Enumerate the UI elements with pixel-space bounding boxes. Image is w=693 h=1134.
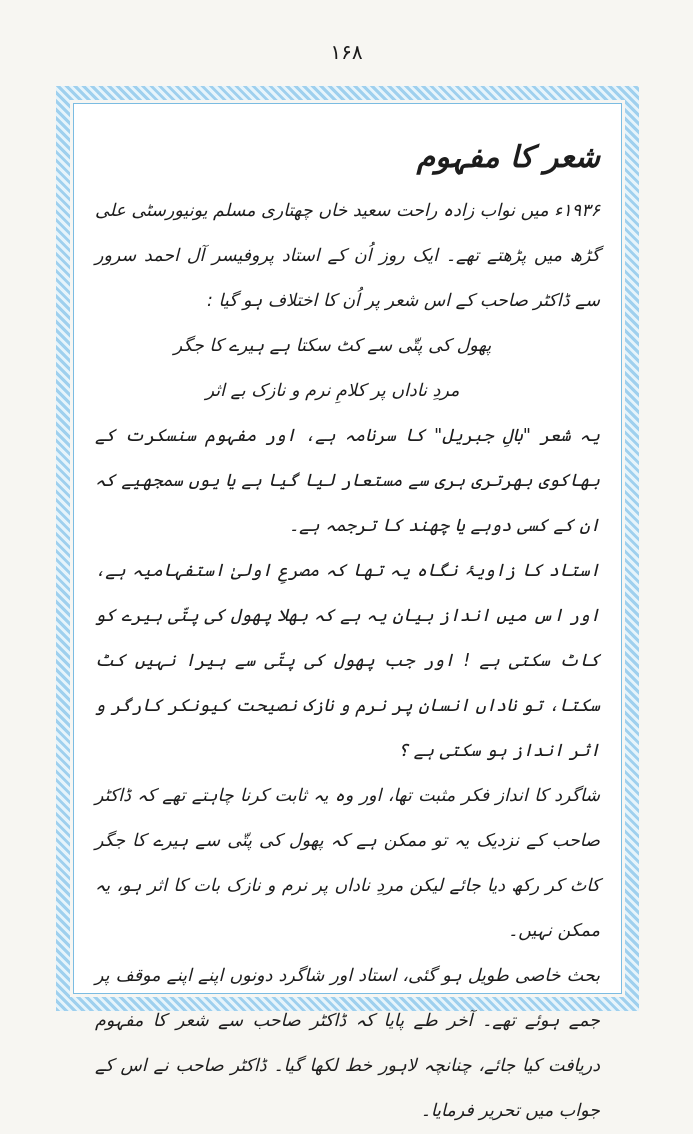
body-paragraph-4: بحث خاصی طویل ہو گئی، استاد اور شاگرد دونوں اپنے اپنے موقف پر جمے ہوئے تھے۔ آخر طے پایا کہ ڈاکٹر صاحب سے شعر کا مفہوم دریافت کیا جائے، چنانچہ لاہور خط لکھا گیا۔ ڈاکٹر صاحب نے اس کے جواب میں تحریر فرمایا۔ [95, 966, 600, 1121]
body-paragraph-3: شاگرد کا انداز فکر مثبت تھا، اور وہ یہ ثابت کرنا چاہتے تھے کہ ڈاکٹر صاحب کے نزدیک یہ تو ممکن ہے کہ پھول کی پتّی سے ہیرے کا جگر کاٹ کر رکھ دیا جائے لیکن مردِ ناداں پر نرم و نازک بات کا اثر ہو، یہ ممکن نہیں۔ [95, 786, 600, 941]
intro-paragraph: ۱۹۳۶ء میں نواب زادہ راحت سعید خاں چھتاری مسلم یونیورسٹی علی گڑھ میں پڑھتے تھے۔ ایک روز اُن کے استاد پروفیسر آل احمد سرور سے ڈاکٹر صاحب کے اس شعر پر اُن کا اختلاف ہو گیا : [95, 201, 600, 311]
body-paragraph-2: استاد کا زاویۂ نگاہ یہ تھا کہ مصرعِ اولیٰ استفہامیہ ہے، اور اس میں انداز بیان یہ ہے کہ بھلا پھول کی پتّی ہیرے کو کاٹ سکتی ہے ! اور جب پھول کی پتّی سے ہیرا نہیں کٹ سکتا، تو ناداں انسان پر نرم و نازک نصیحت کیونکر کارگر و اثر انداز ہو سکتی ہے ؟ [95, 561, 600, 761]
body-paragraph-1: یہ شعر "بالِ جبریل" کا سرنامہ ہے، اور مفہوم سنسکرت کے بھاکوی بھرتری ہری سے مستعار لیا گیا ہے یا یوں سمجھیے کہ ان کے کسی دوہے یا چھند کا ترجمہ ہے۔ [95, 426, 600, 536]
page-number: ۱۶۸ [330, 40, 363, 64]
section-heading: شعر کا مفہوم [416, 140, 600, 175]
verse-line-1: پھول کی پتّی سے کٹ سکتا ہے ہیرے کا جگر [173, 336, 492, 356]
page-content [95, 140, 600, 1134]
verse-line-2: مردِ ناداں پر کلامِ نرم و نازک بے اثر [205, 381, 460, 401]
